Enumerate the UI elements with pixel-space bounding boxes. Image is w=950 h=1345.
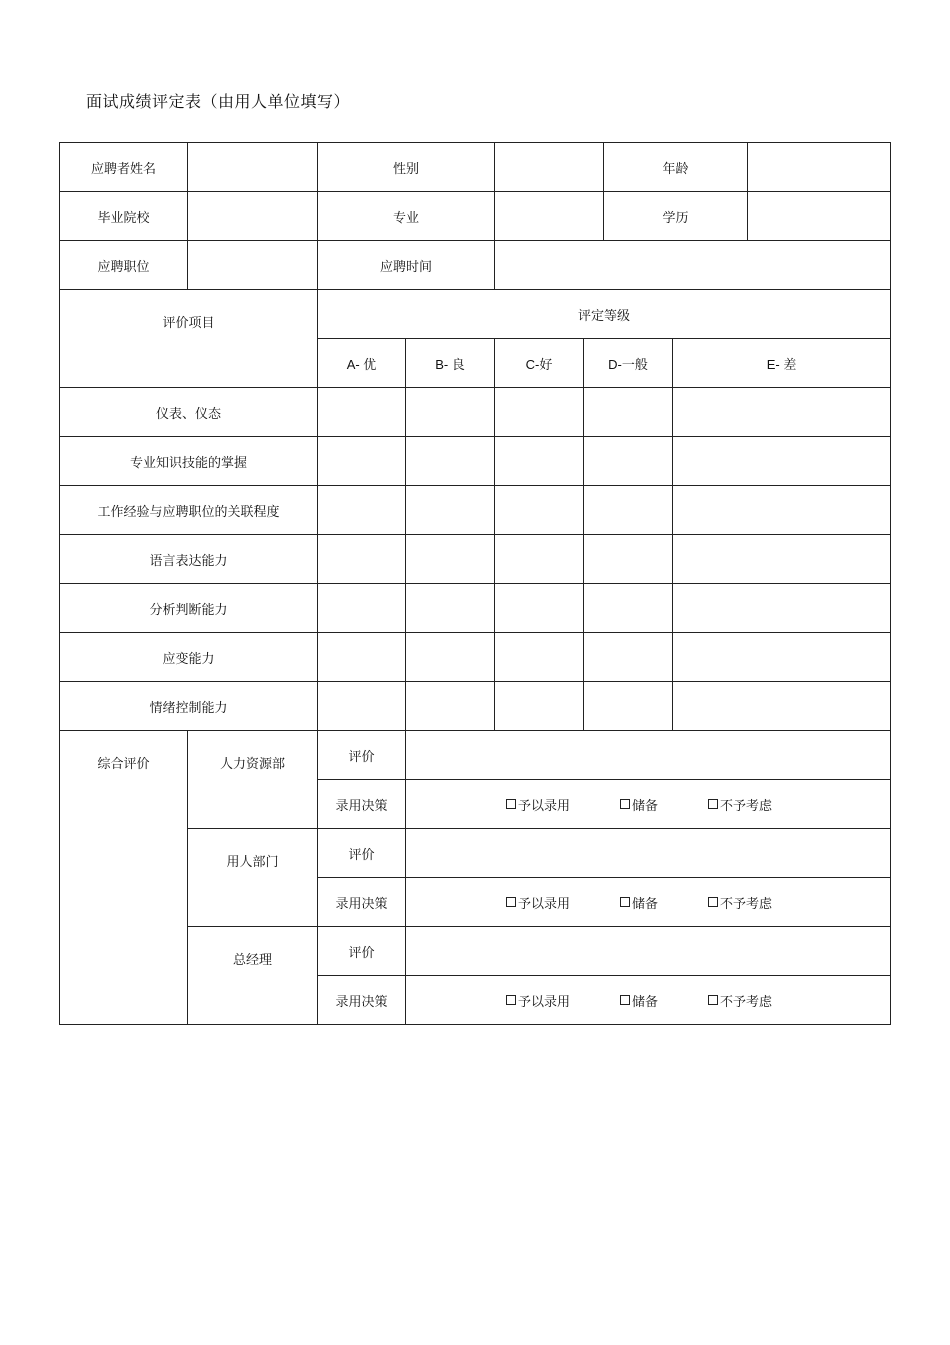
grade-d-cell[interactable] [584, 437, 673, 486]
reject-option[interactable] [708, 893, 772, 912]
hr-eval-field[interactable] [406, 731, 891, 780]
checkbox-icon[interactable] [620, 897, 630, 907]
age-field[interactable] [748, 143, 891, 192]
grade-e-cell[interactable] [673, 388, 891, 437]
evaluation-item-label: 仪表、仪态 [60, 388, 318, 437]
major-field[interactable] [495, 192, 604, 241]
gender-label: 性别 [318, 143, 495, 192]
evaluation-row [60, 535, 891, 584]
gm-eval-label: 评价 [318, 927, 406, 976]
grade-c-cell[interactable] [495, 437, 584, 486]
reserve-option[interactable] [620, 893, 658, 912]
grade-c-cell[interactable] [495, 486, 584, 535]
hiring-department-label: 用人部门 [188, 829, 318, 927]
evaluation-item-label: 应变能力 [60, 633, 318, 682]
grade-a-cell[interactable] [318, 682, 406, 731]
grade-a-cell[interactable] [318, 535, 406, 584]
checkbox-icon[interactable] [620, 799, 630, 809]
summary-label: 综合评价 [60, 731, 188, 1025]
grade-d-cell[interactable] [584, 633, 673, 682]
gm-decision-options [406, 976, 891, 1025]
reject-option[interactable] [708, 795, 772, 814]
dept-eval-field[interactable] [406, 829, 891, 878]
checkbox-icon[interactable] [708, 799, 718, 809]
grade-e-cell[interactable] [673, 437, 891, 486]
grade-b-cell[interactable] [406, 535, 495, 584]
reserve-option-label: 储备 [632, 994, 659, 1010]
general-manager-label: 总经理 [188, 927, 318, 1025]
grade-c-cell[interactable] [495, 535, 584, 584]
evaluation-item-label: 分析判断能力 [60, 584, 318, 633]
checkbox-icon[interactable] [506, 897, 516, 907]
name-label: 应聘者姓名 [60, 143, 188, 192]
school-field[interactable] [188, 192, 318, 241]
evaluation-row [60, 388, 891, 437]
grade-c-cell[interactable] [495, 682, 584, 731]
evaluation-row [60, 682, 891, 731]
checkbox-icon[interactable] [506, 995, 516, 1005]
hire-option[interactable] [506, 893, 570, 912]
grade-a-cell[interactable] [318, 584, 406, 633]
reject-option-label: 不予考虑 [720, 896, 773, 912]
grade-b-cell[interactable] [406, 633, 495, 682]
checkbox-icon[interactable] [708, 897, 718, 907]
grade-d-cell[interactable] [584, 682, 673, 731]
hire-option-label: 予以录用 [518, 798, 571, 814]
checkbox-icon[interactable] [506, 799, 516, 809]
grade-e-header: E- 差 [673, 339, 891, 388]
reserve-option-label: 储备 [632, 798, 659, 814]
hire-option-label: 予以录用 [518, 896, 571, 912]
evaluation-row [60, 633, 891, 682]
grade-d-cell[interactable] [584, 584, 673, 633]
gender-field[interactable] [495, 143, 604, 192]
hire-option[interactable] [506, 795, 570, 814]
evaluation-item-label: 专业知识技能的掌握 [60, 437, 318, 486]
grade-b-header: B- 良 [406, 339, 495, 388]
grade-a-cell[interactable] [318, 633, 406, 682]
reject-option-label: 不予考虑 [720, 994, 773, 1010]
grade-a-cell[interactable] [318, 437, 406, 486]
grade-c-cell[interactable] [495, 388, 584, 437]
grade-e-cell[interactable] [673, 535, 891, 584]
grade-d-header: D-一般 [584, 339, 673, 388]
reserve-option-label: 储备 [632, 896, 659, 912]
evaluation-row [60, 437, 891, 486]
hr-department-label: 人力资源部 [188, 731, 318, 829]
evaluation-item-header: 评价项目 [60, 290, 318, 388]
hr-decision-options [406, 780, 891, 829]
checkbox-icon[interactable] [708, 995, 718, 1005]
hire-option-label: 予以录用 [518, 994, 571, 1010]
grade-b-cell[interactable] [406, 388, 495, 437]
gm-decision-label: 录用决策 [318, 976, 406, 1025]
hire-option[interactable] [506, 991, 570, 1010]
hr-eval-label: 评价 [318, 731, 406, 780]
evaluation-item-label: 情绪控制能力 [60, 682, 318, 731]
evaluation-grade-header: 评定等级 [318, 290, 891, 339]
interview-time-field[interactable] [495, 241, 891, 290]
grade-d-cell[interactable] [584, 486, 673, 535]
reject-option-label: 不予考虑 [720, 798, 773, 814]
position-field[interactable] [188, 241, 318, 290]
grade-c-header: C-好 [495, 339, 584, 388]
grade-b-cell[interactable] [406, 682, 495, 731]
grade-c-cell[interactable] [495, 633, 584, 682]
grade-d-cell[interactable] [584, 388, 673, 437]
school-label: 毕业院校 [60, 192, 188, 241]
reserve-option[interactable] [620, 795, 658, 814]
evaluation-row [60, 486, 891, 535]
major-label: 专业 [318, 192, 495, 241]
interview-evaluation-table [59, 142, 891, 1025]
education-field[interactable] [748, 192, 891, 241]
grade-a-cell[interactable] [318, 388, 406, 437]
grade-a-header: A- 优 [318, 339, 406, 388]
checkbox-icon[interactable] [620, 995, 630, 1005]
reject-option[interactable] [708, 991, 772, 1010]
grade-b-cell[interactable] [406, 486, 495, 535]
page-title: 面试成绩评定表（由用人单位填写） [86, 92, 351, 111]
grade-e-cell[interactable] [673, 682, 891, 731]
grade-b-cell[interactable] [406, 437, 495, 486]
dept-decision-options [406, 878, 891, 927]
grade-d-cell[interactable] [584, 535, 673, 584]
grade-e-cell[interactable] [673, 486, 891, 535]
reserve-option[interactable] [620, 991, 658, 1010]
grade-a-cell[interactable] [318, 486, 406, 535]
age-label: 年龄 [604, 143, 748, 192]
evaluation-item-label: 工作经验与应聘职位的关联程度 [60, 486, 318, 535]
hr-decision-label: 录用决策 [318, 780, 406, 829]
evaluation-item-label: 语言表达能力 [60, 535, 318, 584]
education-label: 学历 [604, 192, 748, 241]
grade-e-cell[interactable] [673, 584, 891, 633]
dept-eval-label: 评价 [318, 829, 406, 878]
grade-b-cell[interactable] [406, 584, 495, 633]
dept-decision-label: 录用决策 [318, 878, 406, 927]
grade-c-cell[interactable] [495, 584, 584, 633]
interview-time-label: 应聘时间 [318, 241, 495, 290]
position-label: 应聘职位 [60, 241, 188, 290]
grade-e-cell[interactable] [673, 633, 891, 682]
evaluation-row [60, 584, 891, 633]
name-field[interactable] [188, 143, 318, 192]
gm-eval-field[interactable] [406, 927, 891, 976]
